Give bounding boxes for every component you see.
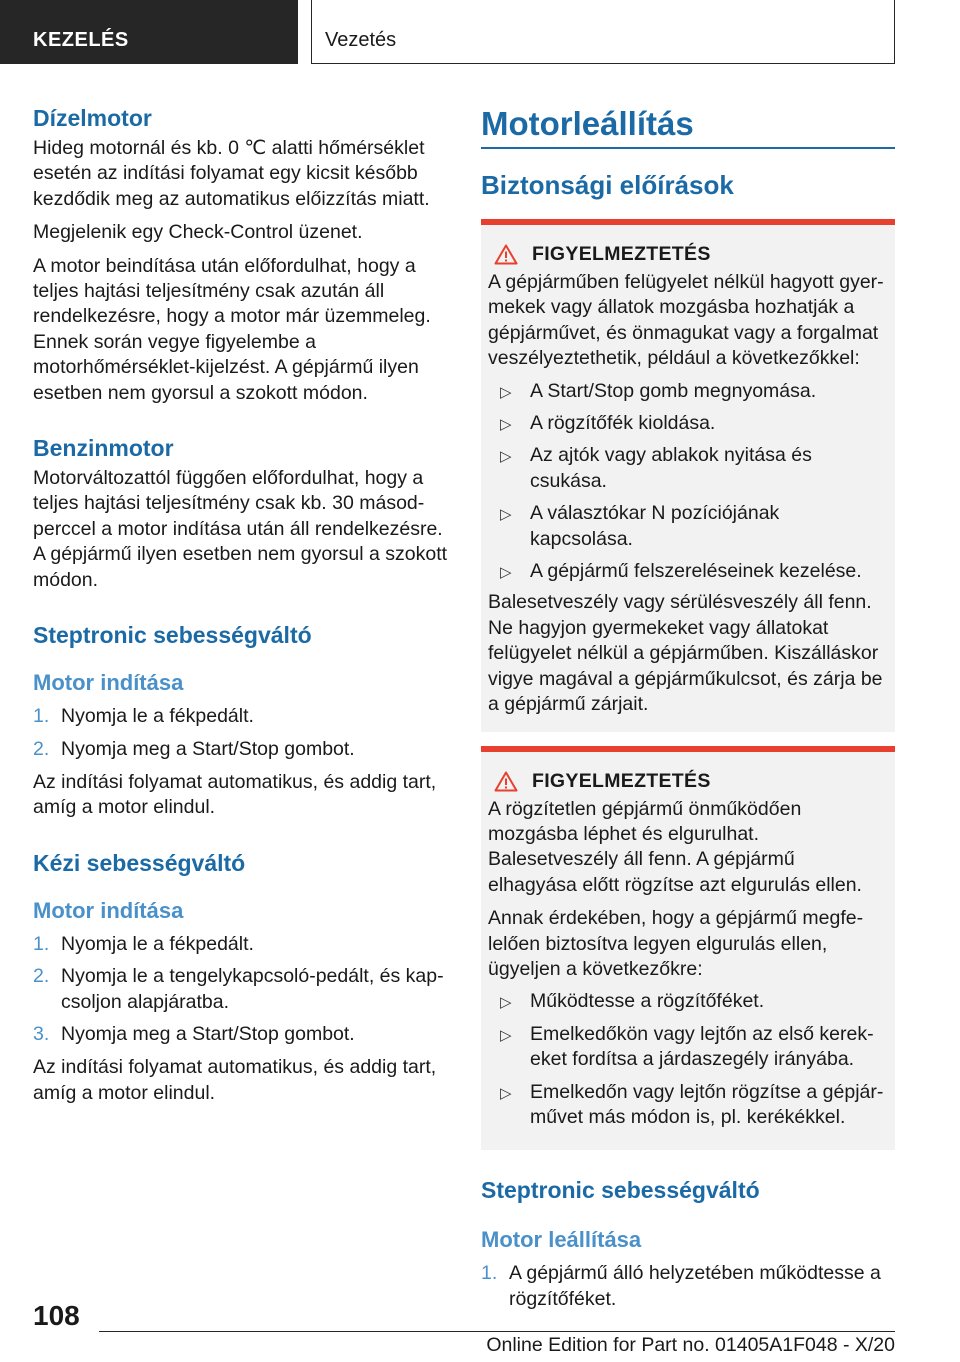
triangle-bullet-icon: ▷ [500,416,512,434]
triangle-bullet-icon: ▷ [500,448,512,466]
steptronic-heading: Steptronic sebességváltó [33,622,312,649]
steptronic-stop-subheading: Motor leállítása [481,1227,642,1253]
step-number: 2. [33,737,50,760]
list-item [33,932,448,957]
diesel-paragraph-1: Hideg motornál és kb. 0 ℃ alatti hőmérséklet esetén az indítási folyamat egy kicsit később kezdődik meg az automatikus előizzítás miatt. [33,137,430,210]
manual-heading: Kézi sebességváltó [33,849,246,876]
diesel-paragraph-3: A motor beindítása után előfordulhat, hogy a teljes hajtási teljesítmény csak azután áll rendelkezésre, hogy a motor már üzemmeleg. Ennek során vegye figyelembe a motorhőmérséklet-kijelzést. A gépjármű ilyen esetben nem gyorsul a szokott módon. [33,254,431,404]
list-item-text: A gépjármű felszereléseinek kezelése. [530,560,862,583]
warning-list [488,379,887,585]
step-text: Nyomja le a fékpedált. [61,705,254,728]
step-text: Nyomja le a tengelykapcsoló-pedált, és kapcsoljon alapjáratba. [61,965,444,1013]
left-column [33,104,448,1106]
list-item [488,411,887,436]
page-title: Motorleállítás [481,104,895,149]
safety-heading: Biztonsági előírások [481,170,734,200]
step-text: A gépjármű álló helyzetében működtesse a rögzítőféket. [509,1262,881,1310]
warning-header [488,243,887,266]
warning-header [488,770,887,793]
list-item-text: A Start/Stop gomb megnyomása. [530,379,817,402]
list-item [488,443,887,494]
step-number: 3. [33,1022,50,1045]
warning-triangle-icon [494,771,518,792]
steptronic-start-note: Az indítási folyamat automatikus, és addig tart, amíg a motor elindul. [33,770,437,819]
list-item-text: Működtesse a rögzítőféket. [530,990,765,1013]
list-item [33,737,448,762]
manual-start-note: Az indítási folyamat automatikus, és addig tart, amíg a motor elindul. [33,1056,437,1104]
manual-start-steps [33,932,448,1048]
footer-edition: Online Edition for Part no. 01405A1F048 - X/20 [486,1334,895,1356]
triangle-bullet-icon: ▷ [500,564,512,582]
list-item [488,559,887,584]
list-item [481,1261,895,1312]
page-number: 108 [33,1300,80,1331]
warning-intro-2: Annak érdekében, hogy a gépjármű megfelelően biztosítva legyen elgurulás ellen, ügyeljen a következőkre: [488,907,864,980]
step-text: Nyomja meg a Start/Stop gombot. [61,737,355,760]
chapter-tab: Vezetés [311,0,895,64]
list-item [33,964,448,1015]
list-item-text: A választókar N pozíciójának kapcsolása. [530,502,780,550]
steptronic-stop-heading: Steptronic sebességváltó [481,1177,760,1204]
triangle-bullet-icon: ▷ [500,1026,512,1044]
list-item [33,1022,448,1047]
triangle-bullet-icon: ▷ [500,383,512,401]
steptronic-start-steps [33,704,448,762]
list-item-text: Az ajtók vagy ablakok nyitása és csukása. [530,444,812,492]
triangle-bullet-icon: ▷ [500,994,512,1012]
step-text: Nyomja le a fékpedált. [61,932,254,955]
petrol-paragraph-1: Motorváltozattól függően előfordulhat, hogy a teljes hajtási teljesítmény csak kb. 30 másodperccel a motor indítása után áll rendelkezésre. A gépjármű ilyen esetben nem gyorsul a szokott módon. [33,467,448,591]
step-number: 1. [33,932,50,955]
step-number: 1. [33,705,50,728]
section-tab: KEZELÉS [0,0,298,64]
list-item [33,704,448,729]
step-number: 1. [481,1262,498,1285]
triangle-bullet-icon: ▷ [500,506,512,524]
list-item-text: Emelkedőn vagy lejtőn rögzítse a gépjárművet más módon is, pl. kerékékkel. [530,1080,884,1128]
list-item [488,501,887,552]
list-item-text: Emelkedőkön vagy lejtőn az első kerekeket fordítsa a járdaszegély irányába. [530,1022,874,1071]
step-number: 2. [33,965,50,988]
manual-start-subheading: Motor indítása [33,897,184,923]
diesel-paragraph-2: Megjelenik egy Check-Control üzenet. [33,221,363,244]
warning-outro: Balesetveszély vagy sérülésveszély áll fenn. Ne hagyjon gyermekeket vagy állatokat felügyelet nélkül a gépjárműben. Kiszálláskor vigye magával a gépjárműkulcsot, és zárja be a gépjármű zárjait. [488,591,883,716]
list-item [488,989,887,1014]
steptronic-start-subheading: Motor indítása [33,670,184,696]
step-text: Nyomja meg a Start/Stop gombot. [61,1022,355,1045]
list-item [488,379,887,404]
right-column [481,104,895,1312]
warning-triangle-icon [494,244,518,265]
warning-intro: A rögzítetlen gépjármű önműködően mozgásba léphet és elgurulhat. Balesetveszély áll fenn. A gépjármű elhagyása előtt rögzítse azt elgurulás ellen. [488,797,862,896]
triangle-bullet-icon: ▷ [500,1084,512,1102]
warning-list [488,989,887,1130]
list-item-text: A rögzítőfék kioldása. [530,412,716,435]
warning-intro: A gépjárműben felügyelet nélkül hagyott gyermekek vagy állatok mozgásba hozhatják a gépjárművet, és önmagukat vagy a forgalmat veszélyeztethetik, például a következőkkel: [488,271,884,370]
list-item [488,1080,887,1131]
diesel-heading: Dízelmotor [33,105,152,131]
warning-label: FIGYELMEZTETÉS [532,769,711,792]
warning-label: FIGYELMEZTETÉS [532,243,711,265]
footer-divider [99,1331,895,1332]
warning-box-rolling [481,746,895,1151]
petrol-heading: Benzinmotor [33,435,174,462]
list-item [488,1022,887,1073]
warning-box-children [481,219,895,732]
steptronic-stop-steps [481,1261,895,1312]
